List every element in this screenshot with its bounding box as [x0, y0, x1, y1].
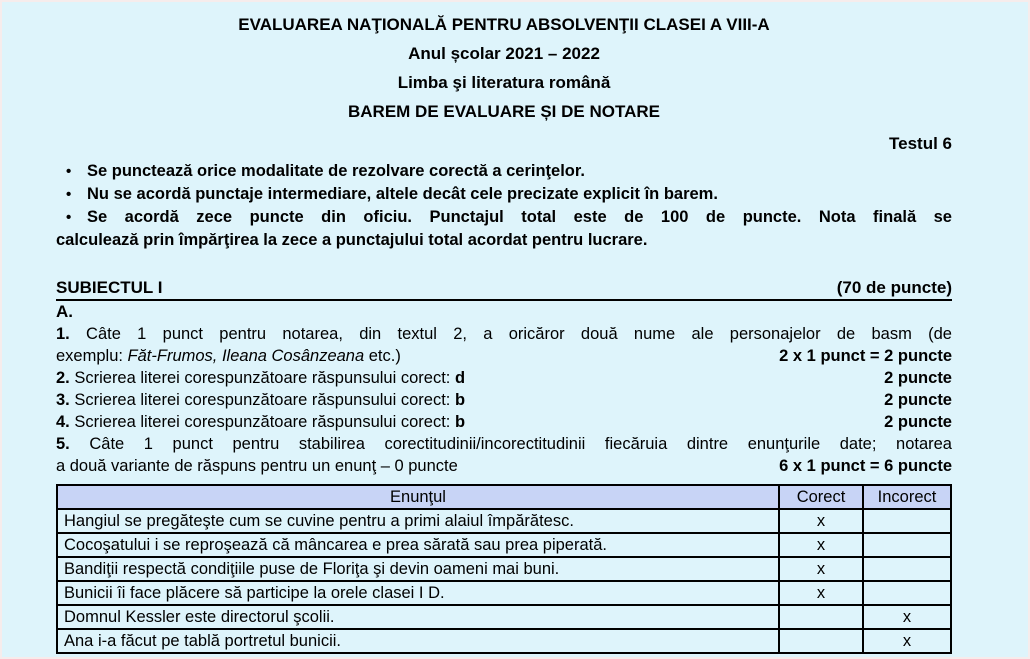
item-number: 4. [56, 413, 70, 431]
table-row [57, 533, 951, 557]
item-text-example: Făt-Frumos, Ileana Cosânzeana [127, 347, 365, 365]
test-number-label: Testul 6 [889, 134, 952, 153]
incorrect-mark [863, 509, 951, 533]
incorrect-mark: x [863, 629, 951, 653]
table-row [57, 581, 951, 605]
statement-text: Ana i-a făcut pe tablă portretul bunicii. [57, 629, 779, 653]
item-5-line-1 [56, 433, 952, 455]
rule-text: Nu se acordă punctaje intermediare, altele decât cele precizate explicit în barem. [87, 185, 718, 203]
title-line-3: Limba şi literatura română [397, 73, 611, 92]
item-text [56, 389, 465, 411]
statements-table [56, 484, 952, 654]
item-number: 2. [56, 369, 70, 387]
document-header [56, 10, 952, 126]
bullet-icon: • [66, 163, 72, 180]
rule-item [56, 206, 952, 229]
statement-text: Hangiul se pregăteşte cum se cuvine pentru a primi alaiul împărătesc. [57, 509, 779, 533]
correct-mark: x [779, 557, 863, 581]
item-text-body: Scrierea literei corespunzătoare răspunsului corect: [69, 413, 455, 431]
table-header-incorrect: Incorect [863, 485, 951, 509]
statement-text: Domnul Kessler este directorul şcolii. [57, 605, 779, 629]
item-3 [56, 389, 952, 411]
document-page [2, 2, 952, 654]
rule-item [56, 183, 952, 206]
item-text: a două variante de răspuns pentru un enunţ – 0 puncte [56, 457, 458, 475]
item-number: 5. [56, 435, 70, 453]
item-text [56, 411, 465, 433]
correct-mark [779, 605, 863, 629]
scoring-items [56, 323, 952, 477]
item-4 [56, 411, 952, 433]
rule-text-continuation: calculează prin împărţirea la zece a punctajului total acordat pentru lucrare. [56, 231, 648, 249]
item-answer: b [454, 413, 466, 431]
subject-points: (70 de puncte) [836, 278, 952, 297]
incorrect-mark [863, 557, 951, 581]
table-header-row [57, 485, 951, 509]
incorrect-mark [863, 581, 951, 605]
bullet-icon: • [66, 186, 72, 203]
table-header-correct: Corect [779, 485, 863, 509]
rule-item [56, 160, 952, 183]
item-text [56, 367, 465, 389]
rule-text: Se punctează orice modalitate de rezolvare corectă a cerinţelor. [87, 162, 585, 180]
subject-title: SUBIECTUL I [56, 278, 163, 297]
item-number: 3. [56, 391, 70, 409]
item-1-line-1 [56, 323, 952, 345]
item-points: 2 puncte [884, 413, 952, 431]
rule-text: Se acordă zece puncte din oficiu. Punctajul total este de 100 de puncte. Nota finală se [87, 208, 952, 226]
correct-mark [779, 629, 863, 653]
item-text-suffix: etc.) [364, 347, 401, 365]
item-1-line-2 [56, 345, 952, 367]
title-line-2: Anul școlar 2021 – 2022 [408, 44, 600, 63]
item-answer: d [454, 369, 466, 387]
table-header-statement: Enunţul [57, 485, 779, 509]
item-points: 2 x 1 punct = 2 puncte [779, 347, 952, 365]
table-row [57, 605, 951, 629]
table-row [57, 557, 951, 581]
statement-text: Cocoşatului i se reproşează că mâncarea e prea sărată sau prea piperată. [57, 533, 779, 557]
item-text: Câte 1 punct pentru notarea, din textul 2, a oricăror două nume ale personajelor de basm (de [69, 325, 952, 343]
statement-text: Bandiţii respectă condiţiile puse de Floriţa şi devin oameni mai buni. [57, 557, 779, 581]
item-number: 1. [56, 325, 70, 343]
table-row [57, 509, 951, 533]
item-text-body: Scrierea literei corespunzătoare răspunsului corect: [69, 391, 455, 409]
item-points: 2 puncte [884, 369, 952, 387]
item-points: 2 puncte [884, 391, 952, 409]
incorrect-mark: x [863, 605, 951, 629]
item-answer: b [454, 391, 466, 409]
item-text: Câte 1 punct pentru stabilirea corectitudinii/incorectitudinii fiecăruia dintre enunţurile date; notarea [69, 435, 952, 453]
title-line-1: EVALUAREA NAŢIONALĂ PENTRU ABSOLVENŢII CLASEI A VIII-A [238, 15, 770, 34]
title-line-4: BAREM DE EVALUARE ȘI DE NOTARE [347, 102, 660, 121]
subject-heading [56, 277, 952, 301]
correct-mark: x [779, 581, 863, 605]
bullet-icon: • [66, 209, 72, 226]
item-2 [56, 367, 952, 389]
table-row [57, 629, 951, 653]
item-text [56, 345, 401, 367]
correct-mark: x [779, 509, 863, 533]
item-5-line-2 [56, 455, 952, 477]
item-text-prefix: exemplu: [56, 347, 128, 365]
item-points: 6 x 1 punct = 6 puncte [779, 457, 952, 475]
general-rules-list [56, 160, 952, 252]
correct-mark: x [779, 533, 863, 557]
section-label: A. [56, 302, 73, 321]
incorrect-mark [863, 533, 951, 557]
item-text-body: Scrierea literei corespunzătoare răspunsului corect: [69, 369, 455, 387]
statement-text: Bunicii îi face plăcere să participe la orele clasei I D. [57, 581, 779, 605]
